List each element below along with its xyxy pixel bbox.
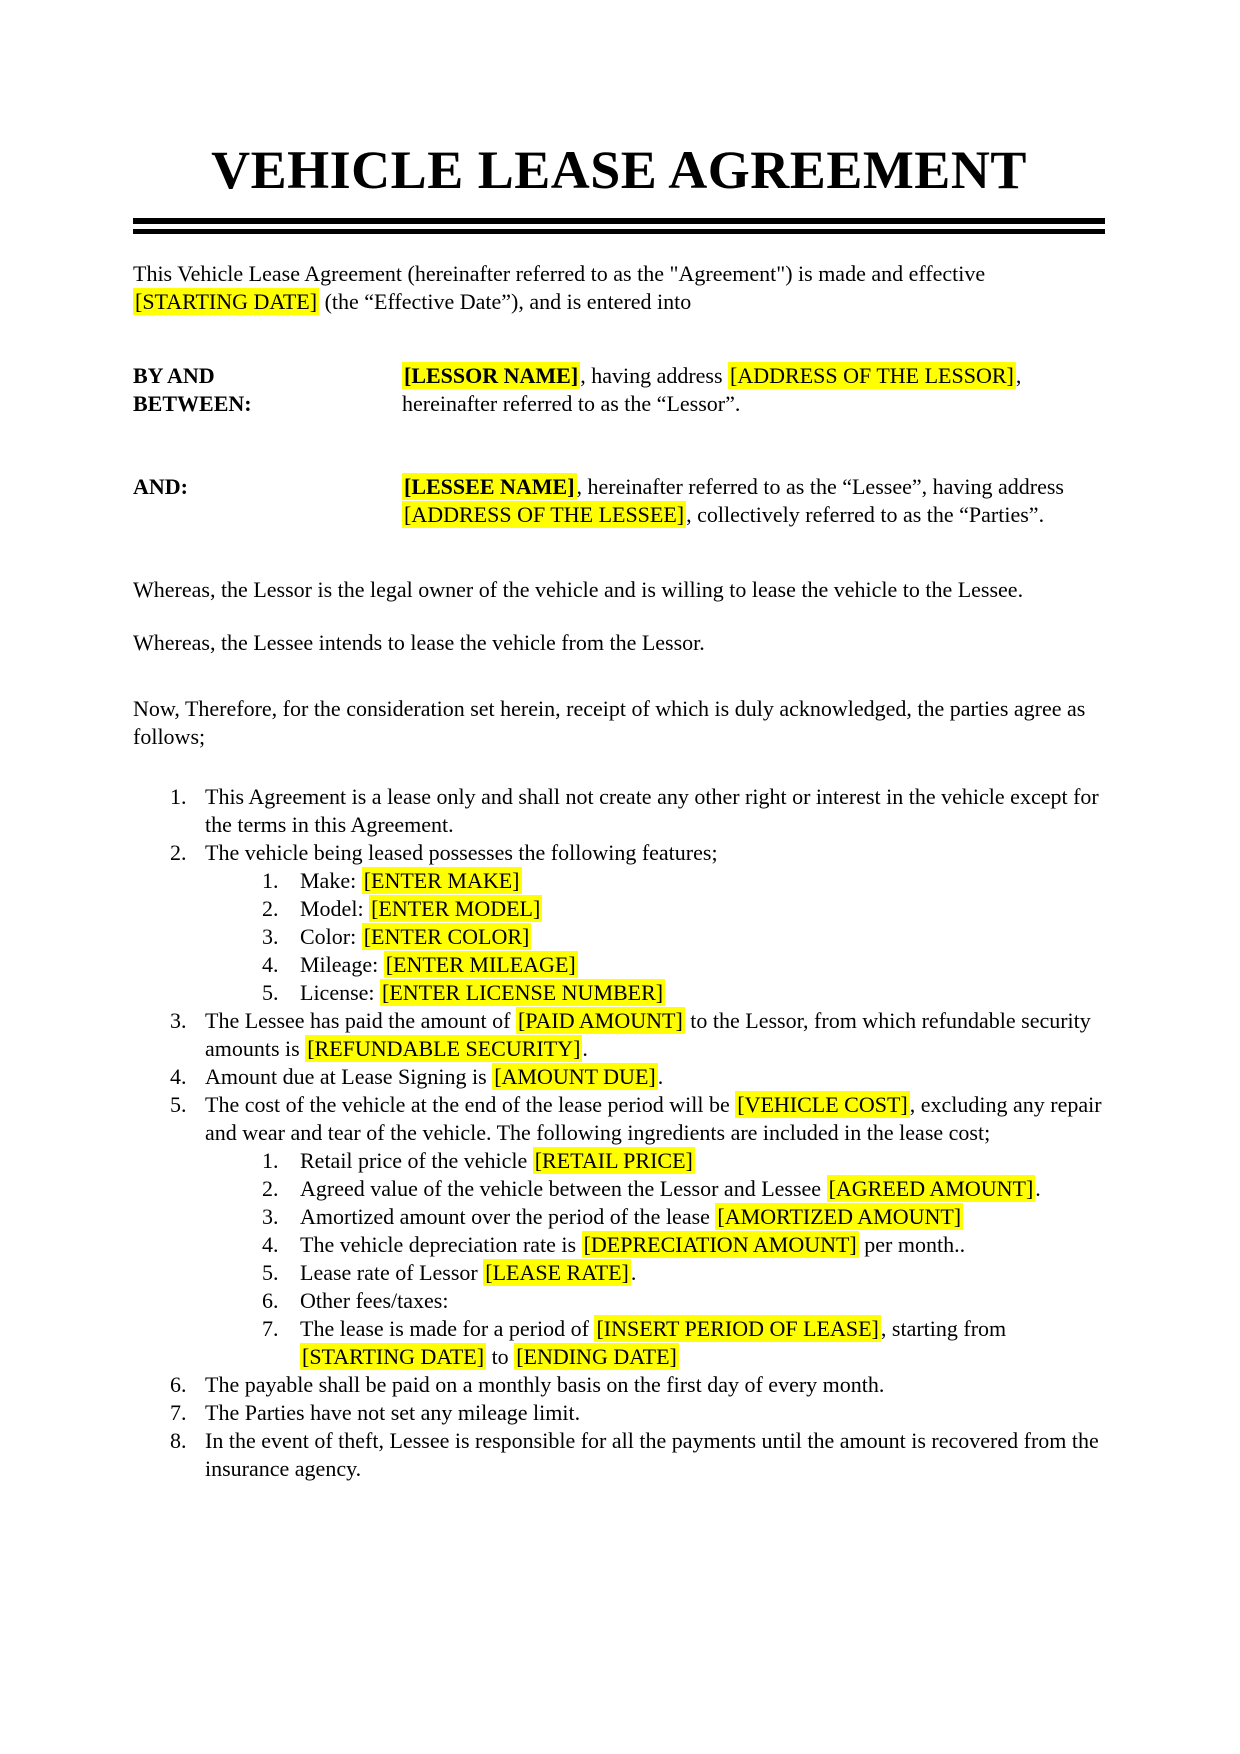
text-run: Other fees/taxes:: [300, 1288, 449, 1313]
text-run: Make:: [300, 868, 362, 893]
text-run: Retail price of the vehicle: [300, 1148, 533, 1173]
text-run: The lease is made for a period of: [300, 1316, 595, 1341]
placeholder-field: [STARTING DATE]: [302, 1344, 485, 1369]
placeholder-field: [ENDING DATE]: [516, 1344, 677, 1369]
list-item-text: [300, 1259, 636, 1286]
list-item: [133, 839, 1105, 1007]
placeholder-field: [VEHICLE COST]: [737, 1092, 908, 1117]
placeholder-field: [INSERT PERIOD OF LEASE]: [596, 1316, 879, 1341]
text-run: The vehicle depreciation rate is: [300, 1232, 582, 1257]
list-item-text: [205, 1063, 663, 1090]
text-run: (the “Effective Date”), and is entered into: [319, 289, 692, 314]
list-item: [205, 1287, 1105, 1315]
title-divider: [133, 218, 1105, 234]
list-item: [205, 1147, 1105, 1175]
text-run: Agreed value of the vehicle between the Lessor and Lessee: [300, 1176, 827, 1201]
list-item-text: [300, 1231, 965, 1258]
list-item: [133, 1427, 1105, 1483]
list-item: [205, 1175, 1105, 1203]
text-run: , hereinafter referred to as the “Lessee”, having address: [576, 474, 1064, 499]
text-run: License:: [300, 980, 381, 1005]
text-run: Color:: [300, 924, 362, 949]
text-run: .: [1035, 1176, 1041, 1201]
party-description-lessee: [402, 473, 1105, 529]
placeholder-field: [ADDRESS OF THE LESSOR]: [730, 363, 1014, 388]
placeholder-field: [AMOUNT DUE]: [494, 1064, 656, 1089]
lease-cost-list: [205, 1147, 1105, 1371]
placeholder-field: [ENTER COLOR]: [363, 924, 530, 949]
placeholder-field: [REFUNDABLE SECURITY]: [307, 1036, 581, 1061]
placeholder-field: [ENTER MODEL]: [371, 896, 541, 921]
text-run: .: [582, 1036, 588, 1061]
list-item: [205, 951, 1105, 979]
party-label-and: AND:: [133, 474, 188, 499]
list-item: [205, 923, 1105, 951]
text-run: Model:: [300, 896, 370, 921]
list-item: [133, 1371, 1105, 1399]
placeholder-field: [RETAIL PRICE]: [534, 1148, 693, 1173]
text-run: In the event of theft, Lessee is responsible for all the payments until the amount is recovered from the insurance agency.: [205, 1428, 1099, 1481]
placeholder-field: [STARTING DATE]: [135, 289, 318, 314]
list-item-text: [205, 784, 1099, 837]
list-item-text: [205, 1400, 580, 1425]
list-item-text: [300, 867, 522, 894]
list-item: [205, 1315, 1105, 1371]
placeholder-field: [ENTER MILEAGE]: [385, 952, 576, 977]
placeholder-field: [AMORTIZED AMOUNT]: [717, 1204, 962, 1229]
list-item: [133, 1399, 1105, 1427]
list-item-text: [300, 979, 665, 1006]
list-item: [205, 895, 1105, 923]
list-item: [205, 1259, 1105, 1287]
list-item-text: [300, 1147, 695, 1174]
text-run: , hereinafter referred to as the “Lessor”.: [402, 363, 1022, 416]
placeholder-field: [ENTER LICENSE NUMBER]: [382, 980, 664, 1005]
text-run: to the Lessor, from which refundable security amounts is: [205, 1008, 1091, 1061]
text-run: , starting from: [880, 1316, 1007, 1341]
text-run: Mileage:: [300, 952, 384, 977]
list-item-text: [205, 840, 718, 865]
placeholder-field: [DEPRECIATION AMOUNT]: [583, 1232, 857, 1257]
list-item-text: [205, 1007, 1091, 1062]
list-item: [205, 1203, 1105, 1231]
text-run: .: [657, 1064, 664, 1089]
list-item: [133, 783, 1105, 839]
whereas-lessee-paragraph: Whereas, the Lessee intends to lease the vehicle from the Lessor.: [133, 630, 705, 655]
party-label-by-and-between: BY AND BETWEEN:: [133, 363, 252, 416]
text-run: , collectively referred to as the “Parties”.: [686, 502, 1045, 527]
text-run: to: [486, 1344, 515, 1369]
text-run: Lease rate of Lessor: [300, 1260, 484, 1285]
whereas-lessor-paragraph: Whereas, the Lessor is the legal owner of the vehicle and is willing to lease the vehicle to the Lessee.: [133, 577, 1024, 602]
text-run: .: [630, 1260, 637, 1285]
list-item-text: [300, 1288, 448, 1313]
text-run: , having address: [580, 363, 729, 388]
list-item-text: [205, 1372, 884, 1397]
list-item-text: [300, 1175, 1041, 1202]
placeholder-field: [ADDRESS OF THE LESSEE]: [404, 502, 685, 527]
list-item-text: [205, 1091, 1102, 1145]
party-row-lessor: [133, 362, 1105, 418]
list-item: [205, 867, 1105, 895]
terms-list: [133, 783, 1105, 1483]
list-item-text: [300, 1203, 963, 1230]
party-row-lessee: [133, 473, 1105, 529]
list-item-text: [300, 1315, 1006, 1370]
placeholder-field: [ENTER MAKE]: [363, 868, 520, 893]
text-run: Amount due at Lease Signing is: [205, 1064, 493, 1089]
text-run: per month..: [858, 1232, 966, 1257]
text-run: , excluding any repair and wear and tear of the vehicle. The following ingredients are included in the lease cost;: [205, 1092, 1102, 1145]
list-item-text: [300, 923, 531, 950]
now-therefore-paragraph: Now, Therefore, for the consideration set herein, receipt of which is duly acknowledged, the parties agree as follows;: [133, 696, 1086, 749]
text-run: Amortized amount over the period of the lease: [300, 1204, 716, 1229]
text-run: This Agreement is a lease only and shall not create any other right or interest in the vehicle except for the terms in this Agreement.: [205, 784, 1099, 837]
placeholder-field: [AGREED AMOUNT]: [828, 1176, 1034, 1201]
list-item: [133, 1091, 1105, 1371]
list-item-text: [300, 895, 542, 922]
party-description-lessor: [402, 362, 1105, 418]
intro-paragraph: [133, 260, 1105, 316]
vehicle-features-list: [205, 867, 1105, 1007]
placeholder-field: [LESSEE NAME]: [404, 474, 575, 499]
placeholder-field: [LEASE RATE]: [485, 1260, 629, 1285]
document-title: VEHICLE LEASE AGREEMENT: [211, 140, 1027, 200]
text-run: This Vehicle Lease Agreement (hereinafter referred to as the "Agreement") is made and effective: [133, 261, 986, 286]
placeholder-field: [LESSOR NAME]: [404, 363, 579, 388]
text-run: The cost of the vehicle at the end of the lease period will be: [205, 1092, 736, 1117]
placeholder-field: [PAID AMOUNT]: [517, 1008, 683, 1033]
text-run: The payable shall be paid on a monthly basis on the first day of every month.: [205, 1372, 885, 1397]
list-item: [205, 979, 1105, 1007]
text-run: The vehicle being leased possesses the following features;: [205, 840, 718, 865]
list-item-text: [205, 1428, 1099, 1481]
text-run: The Parties have not set any mileage limit.: [205, 1400, 581, 1425]
list-item: [205, 1231, 1105, 1259]
list-item: [133, 1007, 1105, 1063]
list-item-text: [300, 951, 578, 978]
text-run: The Lessee has paid the amount of: [205, 1008, 516, 1033]
list-item: [133, 1063, 1105, 1091]
